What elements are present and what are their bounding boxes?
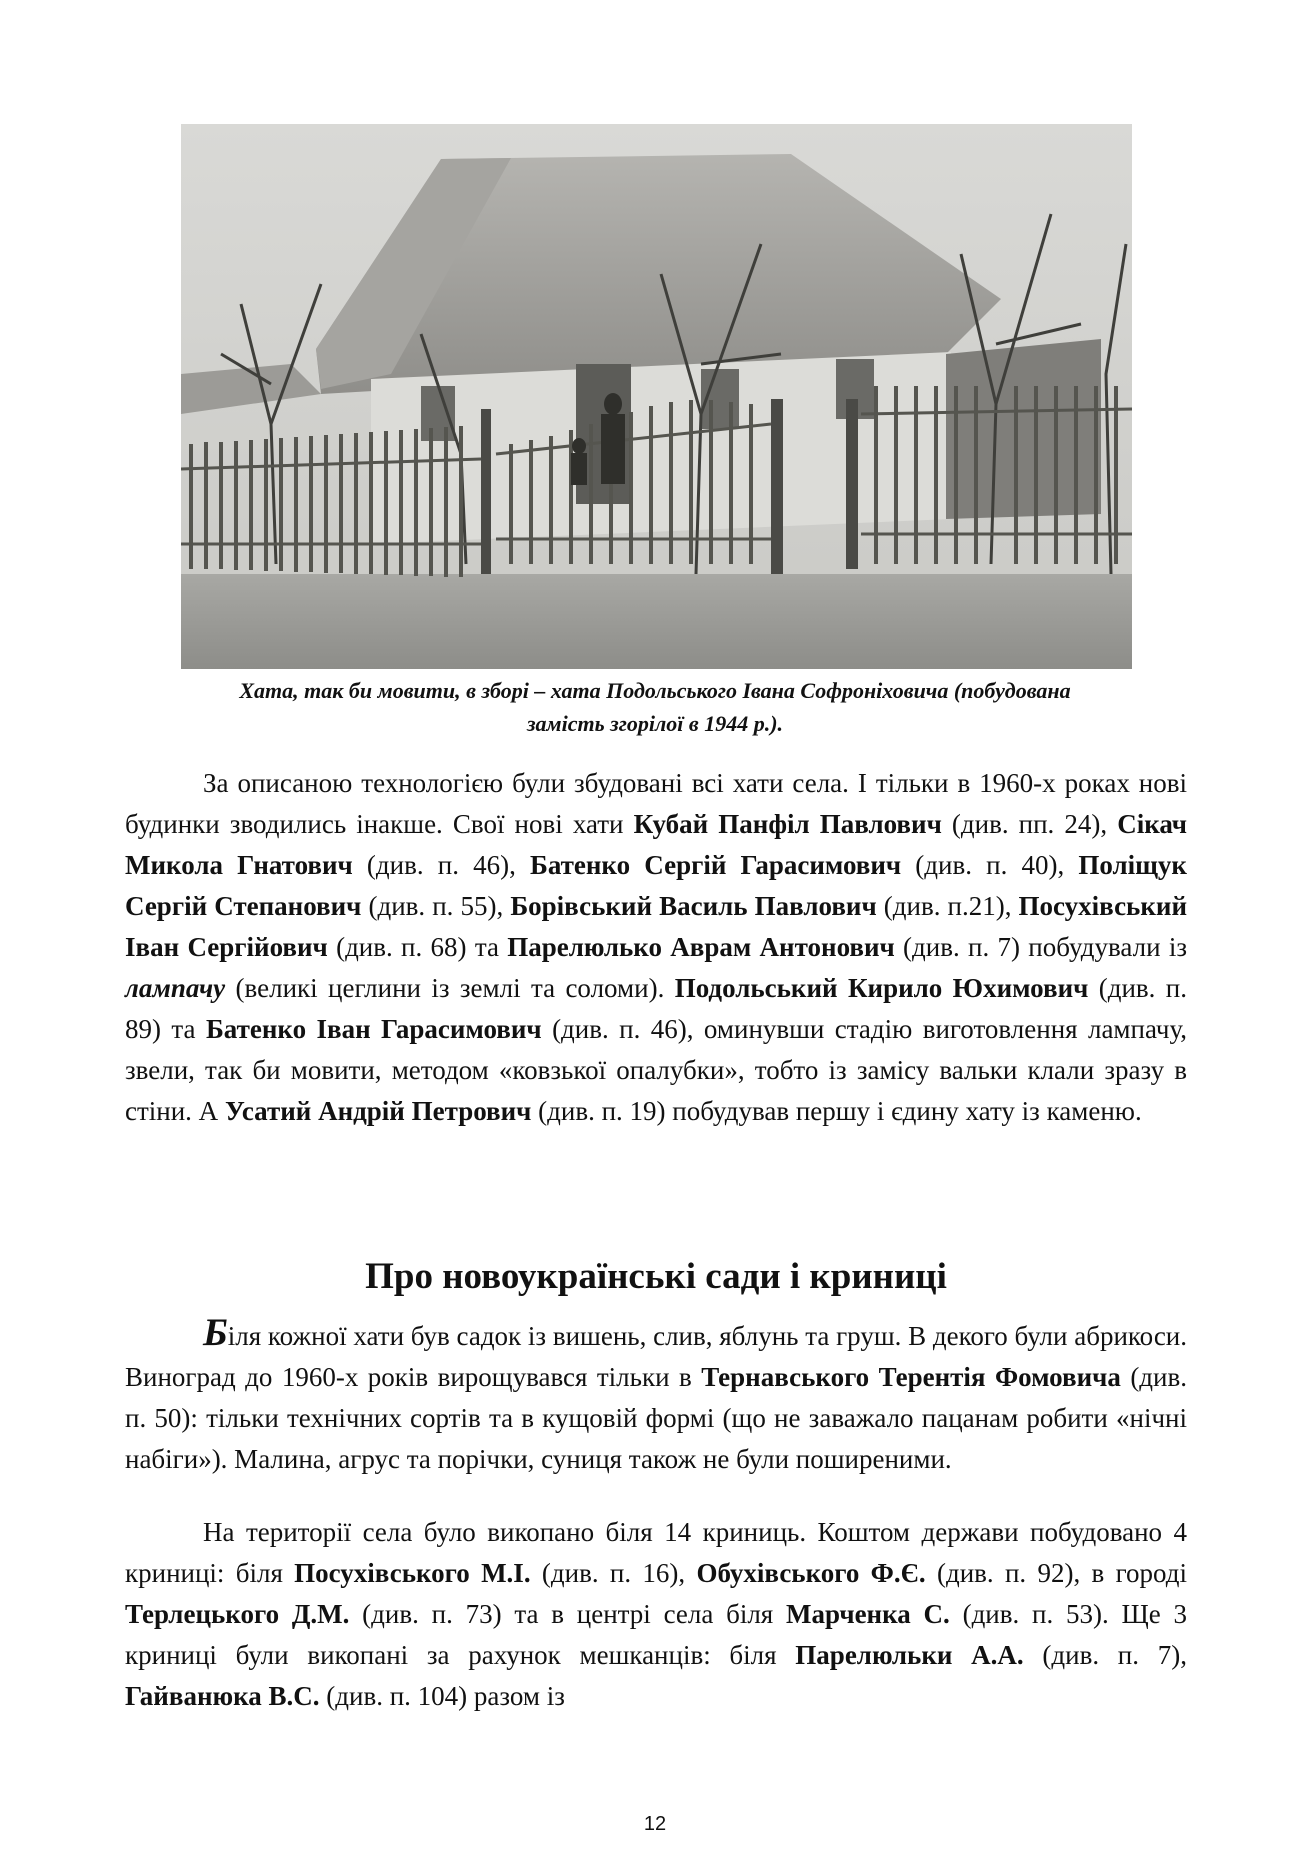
drop-cap: Б xyxy=(203,1311,228,1354)
caption-line-2: замість згорілої в 1944 р.). xyxy=(526,711,784,736)
caption-line-1: Хата, так би мовити, в зборі – хата Подольського Івана Софроніховича (побудована xyxy=(239,678,1071,703)
page-number: 12 xyxy=(643,1813,667,1835)
paragraph-gardens: Біля кожної хати був садок із вишень, слив, яблунь та груш. В декого були абрикоси. Виноград до 1960-х років вирощувався тільки в Тернавського Терентія Фомовича (див. п. 50): тільки технічних сортів та в кущовій формі (що не заважало пацанам робити «нічні набіги»). Малина, агрус та порічки, суниця також не були поширеними. xyxy=(125,1311,1187,1474)
paragraph-houses: За описаною технологією були збудовані всі хати села. І тільки в 1960-х роках нові будинки зводились інакше. Свої нові хати Кубай Панфіл Павлович (див. пп. 24), Сікач Микола Гнатович (див. п. 46), Батенко Сергій Гарасимович (див. п. 40), Поліщук Сергій Степанович (див. п. 55), Борівський Василь Павлович (див. п.21), Посухівський Іван Сергійович (див. п. 68) та Парелюлько Аврам Антонович (див. п. 7) побудували із лампачу (великі цеглини із землі та соломи). Подольський Кирило Юхимович (див. п. 89) та Батенко Іван Гарасимович (див. п. 46), оминувши стадію виготовлення лампачу, звели, так би мовити, методом «ковзької опалубки», тобто із замісу вальки клали зразу в стіни. А Усатий Андрій Петрович (див. п. 19) побудував першу і єдину хату із каменю. xyxy=(125,768,1188,1126)
paragraph-wells: На території села було викопано біля 14 криниць. Коштом держави побудовано 4 криниці: біля Посухівського М.І. (див. п. 16), Обухівського Ф.Є. (див. п. 92), в городі Терлецького Д.М. (див. п. 73) та в центрі села біля Марченка С. (див. п. 53). Ще 3 криниці були викопані за рахунок мешканців: біля Парелюльки А.А. (див. п. 7), Гайванюка В.С. (див. п. 104) разом із xyxy=(125,1517,1188,1711)
section-heading: Про новоукраїнські сади і криниці xyxy=(365,1256,947,1297)
photo-caption xyxy=(130,674,1180,740)
house-photo xyxy=(181,124,1132,669)
